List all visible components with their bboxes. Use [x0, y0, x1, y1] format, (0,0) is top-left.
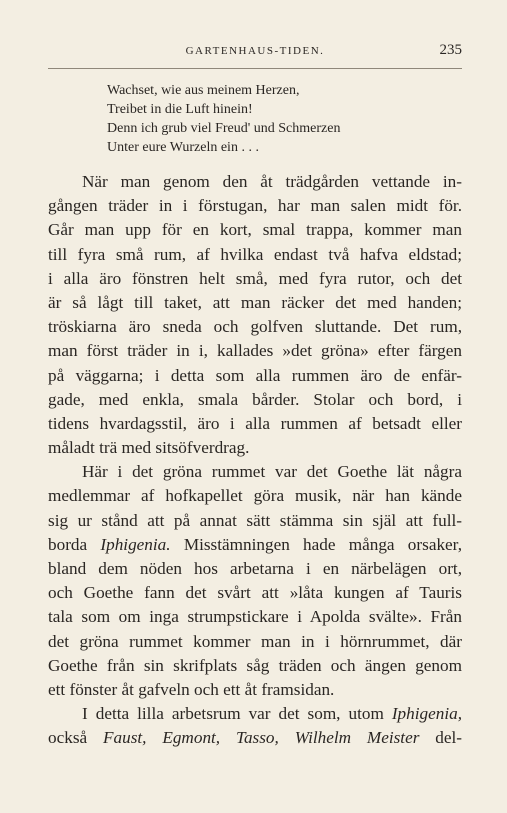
text-line: medlemmar af hofkapellet göra musik, när han kände [48, 486, 462, 506]
italic-title: Tasso, [235, 728, 279, 748]
italic-title: Iphigenia. [100, 534, 171, 554]
text-line: gången träder in i förstugan, har man salen midt för. [48, 196, 462, 216]
text-line: gade, med enkla, smala bårder. Stolar och bord, i [48, 389, 462, 409]
text-line: i alla äro fönstren helt små, med fyra rutor, och det [48, 268, 462, 288]
header-rule [48, 68, 462, 69]
text-line: sig ur stånd att på annat sätt stämma sin själ att full- [48, 510, 462, 530]
page-number: 235 [439, 42, 462, 58]
text-line: på väggarna; i detta som alla rummen äro de enfär- [48, 365, 462, 385]
text-line: borda Iphigenia. Misstämningen hade många orsaker, [48, 534, 462, 554]
running-head: GARTENHAUS-TIDEN. [185, 45, 325, 57]
text-line: tidens hvardagsstil, äro i alla rummen af betsadt eller [48, 413, 462, 433]
verse-line: Treibet in die Luft hinein! [107, 102, 253, 117]
text-line: tröskiarna äro sneda och golfven sluttande. Det rum, [48, 317, 462, 337]
body-text [48, 170, 462, 751]
text-line: bland dem nöden hos arbetarna i en närbelägen ort, [48, 559, 462, 578]
italic-title: Egmont, [162, 728, 221, 748]
text-line: det gröna rummet kommer man in i hörnrummet, där [48, 631, 462, 651]
text-line: till fyra små rum, af hvilka endast två hafva eldstad; [48, 244, 462, 264]
text-line: ett fönster åt gafveln och ett åt framsidan. [48, 679, 335, 699]
italic-title: Wilhelm Meister [294, 728, 420, 748]
text-line: man först träder in i, kallades »det gröna» efter färgen [48, 341, 462, 361]
text-line: också Faust, Egmont, Tasso, Wilhelm Meister del- [48, 728, 462, 748]
text-line: är så lågt till taket, att man räcker det med handen; [48, 292, 462, 312]
text-line: När man genom den åt trädgården vettande in- [82, 172, 462, 191]
page-header [48, 42, 462, 62]
italic-title: Iphigenia, [391, 704, 462, 724]
text-line: Här i det gröna rummet var det Goethe lät några [82, 462, 462, 482]
italic-title: Faust, [103, 728, 147, 748]
verse-line: Wachset, wie aus meinem Herzen, [107, 83, 300, 98]
verse-quote [107, 81, 437, 157]
text-line: tala som om inga strumpstickare i Apolda svälte». Från [48, 607, 462, 627]
text-line: Går man upp för en kort, smal trappa, kommer man [48, 220, 462, 240]
text-line: och Goethe fann det svårt att »låta kungen af Tauris [48, 583, 462, 603]
verse-line: Unter eure Wurzeln ein . . . [107, 140, 259, 155]
text-line: I detta lilla arbetsrum var det som, utom Iphigenia, [82, 704, 462, 724]
text-line: måladt trä med sitsöfverdrag. [48, 438, 250, 458]
verse-line: Denn ich grub viel Freud' und Schmerzen [107, 121, 341, 136]
text-line: Goethe från sin skrifplats såg träden och ängen genom [48, 655, 462, 675]
